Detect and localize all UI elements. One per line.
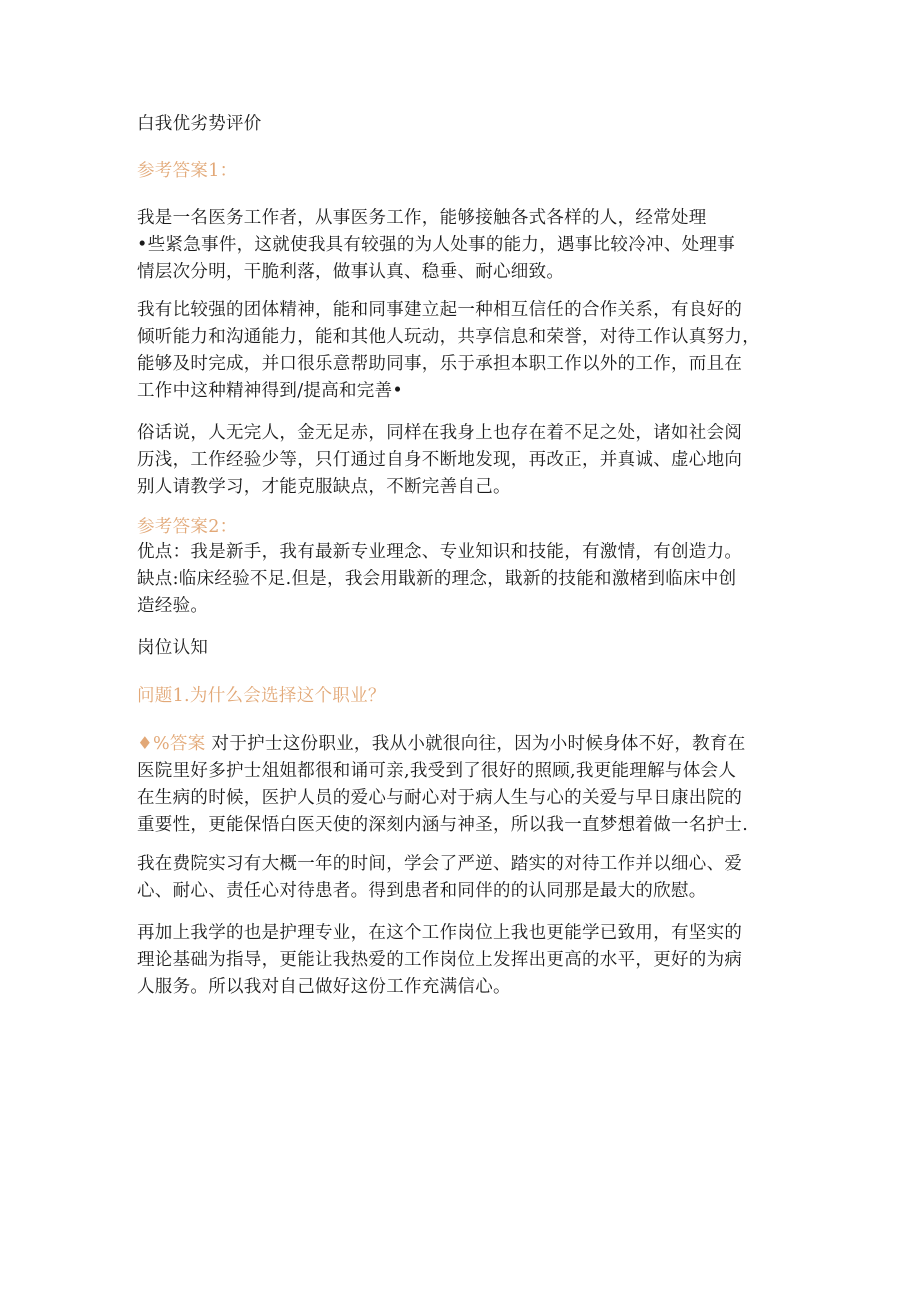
question-1-text: 问题1.为什么会选择这个职业？ [137, 686, 386, 706]
text-line: 造经验。 [137, 596, 209, 616]
question1-answer-paragraph-3 [137, 920, 787, 1001]
text-line: 我在费院实习有大概一年的时间，学会了严逆、踏实的对待工作并以细心、爱 [137, 854, 743, 874]
text-line-first-body: 对于护士这份职业，我从小就很向往，因为小时候身体不好，教育在 [211, 734, 746, 754]
answer2-label [137, 514, 787, 541]
text-line-first [137, 731, 787, 758]
text-line: 缺点:临床经验不足.但是，我会用戢新的理念，戢新的技能和激楮到临床中创 [137, 569, 737, 589]
answer1-label [137, 158, 787, 185]
text-line: 人服务。所以我对自己做好这份工作充满信心。 [137, 977, 511, 997]
answer2-paragraph [137, 539, 787, 620]
text-line: 再加上我学的也是护理专业，在这个工作岗位上我也更能学已致用，有坚实的 [137, 923, 743, 943]
text-line: 能够及时完成，并口很乐意帮助同事，乐于承担本职工作以外的工作，而且在 [137, 354, 743, 374]
text-line: 医院里好多护士俎姐都很和诵可亲,我受到了很好的照顾,我更能理解与体会人 [137, 761, 737, 781]
answer1-paragraph-1 [137, 205, 787, 286]
text-line: 我有比较强的团体精神，能和同事建立起一种相互信任的合作关系，有良好的 [137, 300, 743, 320]
text-line: 历浅，工作经验少等，只仃通过自身不断地发现，再改正，并真诚、虚心地向 [137, 450, 743, 470]
text-line: 工作中这种精神得到/提高和完善• [137, 381, 404, 401]
page-title [137, 111, 787, 138]
text-line: 我是一名医务工作者，从事医务工作，能够接触各式各样的人，经常处理 [137, 208, 707, 228]
answer1-paragraph-2 [137, 297, 787, 405]
answer2-label-text: 参考答案2： [137, 517, 238, 537]
question1-answer-paragraph-2 [137, 851, 787, 905]
text-line: 优点：我是新手，我有最新专业理念、专业知识和技能，有激情，有创造力。 [137, 542, 743, 562]
text-line: •些紧急事件，这就使我具有较强的为人处事的能力，遇事比较冷冲、处理事 [137, 235, 736, 255]
text-line: 在生病的时候，医护人员的爱心与耐心对于病人生与心的关爱与早日康出院的 [137, 788, 743, 808]
section-title-text: 岗位认知 [137, 638, 209, 658]
text-line: 重要性，更能保悟白医天使的深刻内涵与神圣，所以我一直梦想着做一名护士. [137, 815, 749, 835]
title-text: 白我优劣势评价 [137, 114, 262, 134]
text-line: 倾听能力和沟通能力，能和其他人玩动，共享信息和荣誉，对待工作认真努力， [137, 327, 760, 347]
question-1 [137, 683, 787, 710]
text-line: 俗话说，人无完人，金无足赤，同样在我身上也存在着不足之处，诸如社会阅 [137, 423, 743, 443]
question1-answer-paragraph-1 [137, 731, 787, 839]
section-title [137, 635, 787, 662]
answer1-label-text: 参考答案1： [137, 161, 238, 181]
answer1-paragraph-3 [137, 420, 787, 501]
text-line: 情层次分明，干脆利落，做事认真、稳垂、耐心细致。 [137, 262, 565, 282]
text-line: 理论基础为指导，更能让我热爱的工作岗位上发挥出更高的水平，更好的为病 [137, 950, 743, 970]
text-line: 别人请教学习，才能克服缺点，不断完善自己。 [137, 477, 511, 497]
text-line: 心、耐心、责任心对待患者。得到患者和同伴的的认同那是最大的欣慰。 [137, 881, 707, 901]
reference-answer-label: ♦%答案 [137, 734, 206, 754]
